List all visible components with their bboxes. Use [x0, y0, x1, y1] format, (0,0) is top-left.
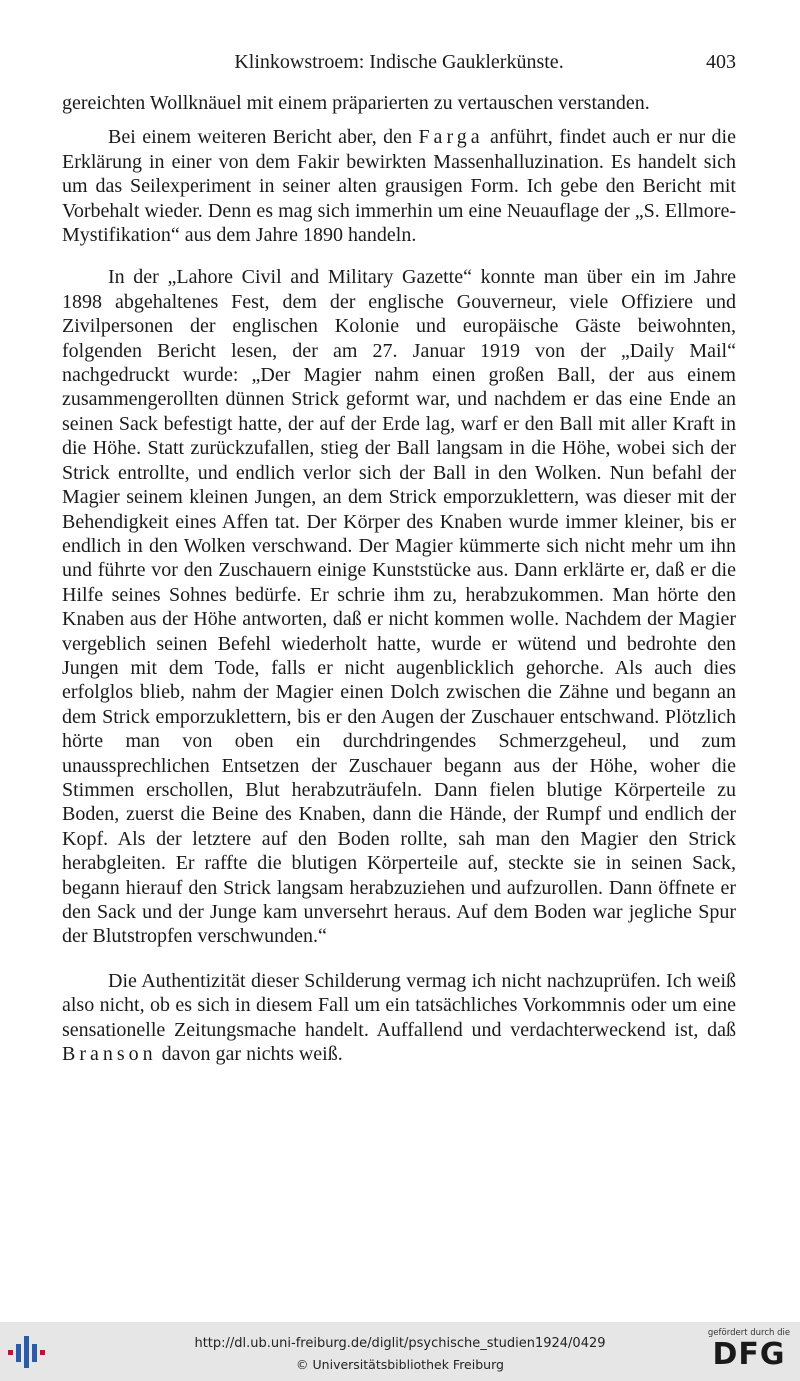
paragraph-1: gereichten Wollknäuel mit einem präparierten zu vertauschen verstanden. [62, 92, 650, 114]
paragraph-4 [62, 969, 736, 1067]
paragraph-4-part-b: davon gar nichts weiß. [156, 1043, 343, 1066]
body-text [62, 91, 736, 1066]
copyright-notice: © Universitätsbibliothek Freiburg [296, 1357, 504, 1372]
paragraph-2-part-b: anführt, findet auch er nur die Erklärung in einer von dem Fakir bewirkten Massenhalluzination. Es handelt sich um das Seilexperiment in seiner alten grausigen Form. Ich gebe den Bericht mit Vorbehalt wieder. Denn es mag sich immerhin um eine Neuauflage der „S. Ellmore-Mystifikation“ aus dem Jahre 1890 handeln. [62, 126, 736, 247]
footer-bar [0, 1322, 800, 1381]
paragraph-4-part-a: Die Authentizität dieser Schilderung vermag ich nicht nachzuprüfen. Ich weiß also nicht, ob es sich in diesem Fall um ein tatsächliches Vorkommnis oder um eine sensationelle Zeitungsmache handelt. Auffallend und verdachterweckend ist, daß [62, 969, 736, 1041]
dfg-funding-logo [706, 1328, 792, 1376]
source-url-link[interactable]: http://dl.ub.uni-freiburg.de/diglit/psychische_studien1924/0429 [194, 1336, 606, 1351]
dfg-logo-text: DFG [712, 1337, 786, 1372]
running-title: Klinkowstroem: Indische Gauklerkünste. [234, 51, 564, 73]
author-name-branson: Branson [62, 1043, 157, 1066]
page-header [62, 50, 736, 80]
paragraph-3: In der „Lahore Civil and Military Gazette“ konnte man über ein im Jahre 1898 abgehaltenes Fest, dem der englische Gouverneur, viele Offiziere und Zivilpersonen der englischen Kolonie und europäische Gäste beiwohnten, folgenden Bericht lesen, der am 27. Januar 1919 von der „Daily Mail“ nachgedruckt wurde: „Der Magier nahm einen großen Ball, der aus einem zusammengerollten dünnen Strick geformt war, und nachdem er das eine Ende an seinen Sack befestigt hatte, der auf der Erde lag, warf er den Ball mit aller Kraft in die Höhe. Statt zurückzufallen, stieg der Ball langsam in die Höhe, wobei sich der Strick entrollte, und endlich verlor sich der Ball in den Wolken. Nun befahl der Magier seinem kleinen Jungen, an dem Strick emporzuklettern, was dieser mit der Behendigkeit eines Affen tat. Der Körper des Knaben wurde immer kleiner, bis er endlich in den Wolken verschwand. Der Magier kümmerte sich nicht mehr um ihn und führte vor den Zuschauern einige Kunststücke aus. Dann erklärte er, daß er die Hilfe seines Sohnes bedürfe. Er schrie ihm zu, herabzukommen. Man hörte den Knaben aus der Höhe antworten, daß er nicht kommen wolle. Nachdem der Magier vergeblich seinen Befehl wiederholt hatte, wurde er wütend und bedrohte den Jungen mit dem Tode, falls er nicht augenblicklich gehorche. Als auch dies erfolglos blieb, nahm der Magier einen Dolch zwischen die Zähne und begann an dem Strick emporzuklettern, bis er den Augen der Zuschauer entschwand. Plötzlich hörte man von oben ein durchdringendes Schmerzgeheul, und zum unaussprechlichen Entsetzen der Zuschauer begann aus der Höhe, woher die Stimmen erschollen, Blut herabzuträufeln. Dann fielen blutige Körperteile zu Boden, zuerst die Beine des Knaben, dann die Hände, der Rumpf und endlich der Kopf. Als der letztere auf den Boden rollte, sah man den Magier den Strick herabgleiten. Er raffte die blutigen Körperteile auf, steckte sie in seinen Sack, begann hierauf den Strick langsam herabzuziehen und aufzurollen. Dann öffnete er den Sack und der Junge kam unversehrt heraus. Auf dem Boden war jegliche Spur der Blutstropfen verschwunden.“ [62, 266, 736, 948]
author-name-farga: Farga [418, 126, 484, 149]
paragraph-2-part-a: Bei einem weiteren Bericht aber, den [108, 126, 419, 149]
paragraph-2 [62, 125, 736, 247]
dfg-caption: gefördert durch die [707, 1328, 791, 1338]
page-number: 403 [706, 51, 736, 73]
